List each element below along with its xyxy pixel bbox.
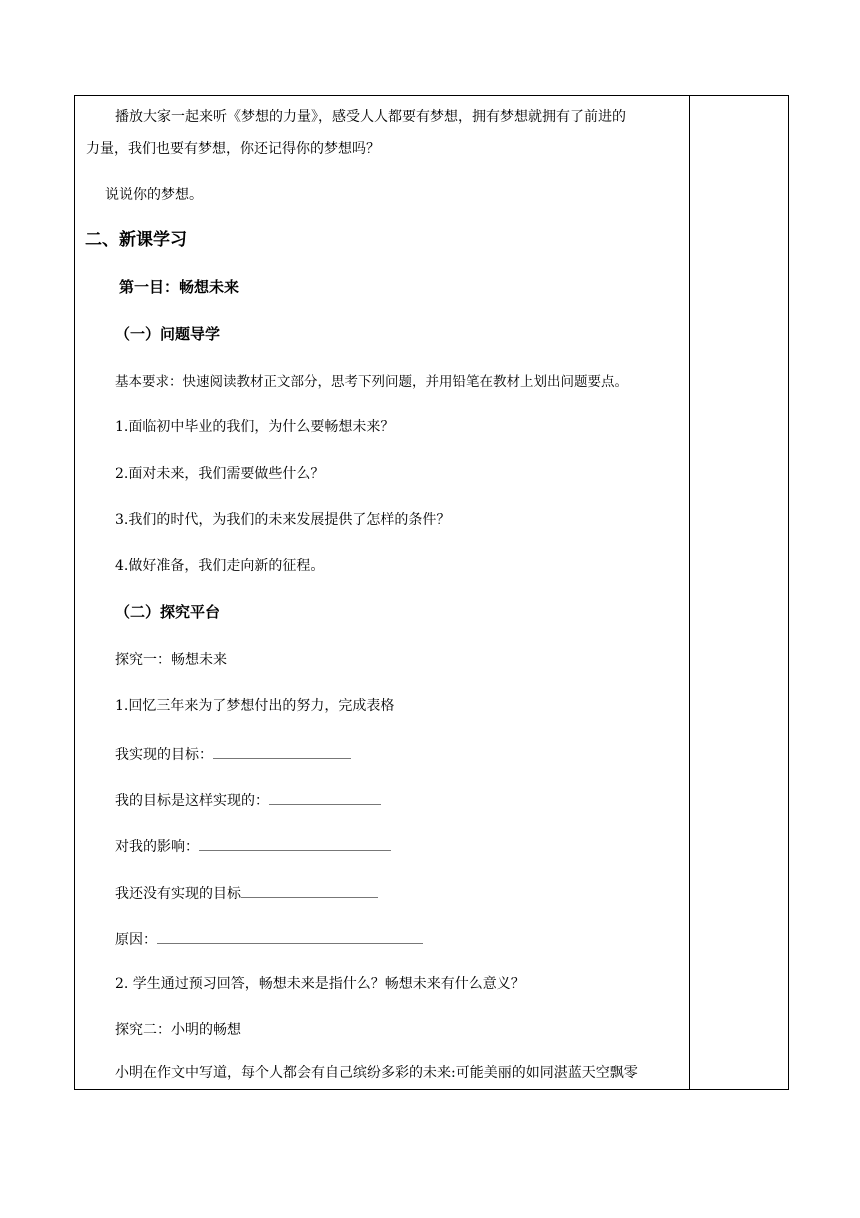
section-title: 二、新课学习 <box>85 230 187 250</box>
fill-how-achieved-label: 我的目标是这样实现的： <box>115 793 269 809</box>
explore2-text: 小明在作文中写道，每个人都会有自己缤纷多彩的未来:可能美丽的如同湛蓝天空飘零 <box>115 1065 638 1081</box>
explore1-task: 1.回忆三年来为了梦想付出的努力，完成表格 <box>115 698 395 714</box>
fill-not-achieved-blank[interactable] <box>241 883 378 898</box>
question-2: 2.面对未来，我们需要做些什么？ <box>115 466 325 482</box>
fill-reason <box>115 929 423 949</box>
fill-influence-blank[interactable] <box>199 836 391 851</box>
main-cell <box>75 96 689 1089</box>
fill-how-achieved <box>115 790 381 810</box>
explore1-title: 探究一：畅想未来 <box>115 652 227 668</box>
fill-how-achieved-blank[interactable] <box>269 790 381 805</box>
fill-goal-achieved <box>115 744 351 764</box>
subsection-title: 第一目：畅想未来 <box>119 278 240 296</box>
fill-not-achieved-label: 我还没有实现的目标 <box>115 886 241 902</box>
fill-not-achieved <box>115 883 378 903</box>
intro-paragraph-line1: 播放大家一起来听《梦想的力量》，感受人人都要有梦想，拥有梦想就拥有了前进的 <box>115 109 626 125</box>
part2-title: （二）探究平台 <box>115 603 221 621</box>
fill-goal-achieved-label: 我实现的目标： <box>115 747 213 763</box>
part1-title: （一）问题导学 <box>115 325 221 343</box>
intro-paragraph-line2: 力量，我们也要有梦想，你还记得你的梦想吗？ <box>86 141 380 157</box>
basic-requirement: 基本要求：快速阅读教材正文部分，思考下列问题，并用铅笔在教材上划出问题要点。 <box>115 374 628 390</box>
fill-reason-blank[interactable] <box>157 929 423 944</box>
lesson-table <box>74 95 789 1090</box>
fill-influence <box>115 836 391 856</box>
explore2-title: 探究二：小明的畅想 <box>115 1022 241 1038</box>
notes-cell <box>690 96 788 1089</box>
say-dream-text: 说说你的梦想。 <box>105 187 203 203</box>
question-1: 1.面临初中毕业的我们，为什么要畅想未来？ <box>115 419 395 435</box>
fill-goal-achieved-blank[interactable] <box>213 744 351 759</box>
fill-influence-label: 对我的影响： <box>115 839 199 855</box>
fill-reason-label: 原因： <box>115 932 157 948</box>
question-3: 3.我们的时代，为我们的未来发展提供了怎样的条件？ <box>115 512 451 528</box>
question-2-explore: 2. 学生通过预习回答，畅想未来是指什么？畅想未来有什么意义？ <box>115 976 525 992</box>
question-4: 4.做好准备，我们走向新的征程。 <box>115 558 325 574</box>
